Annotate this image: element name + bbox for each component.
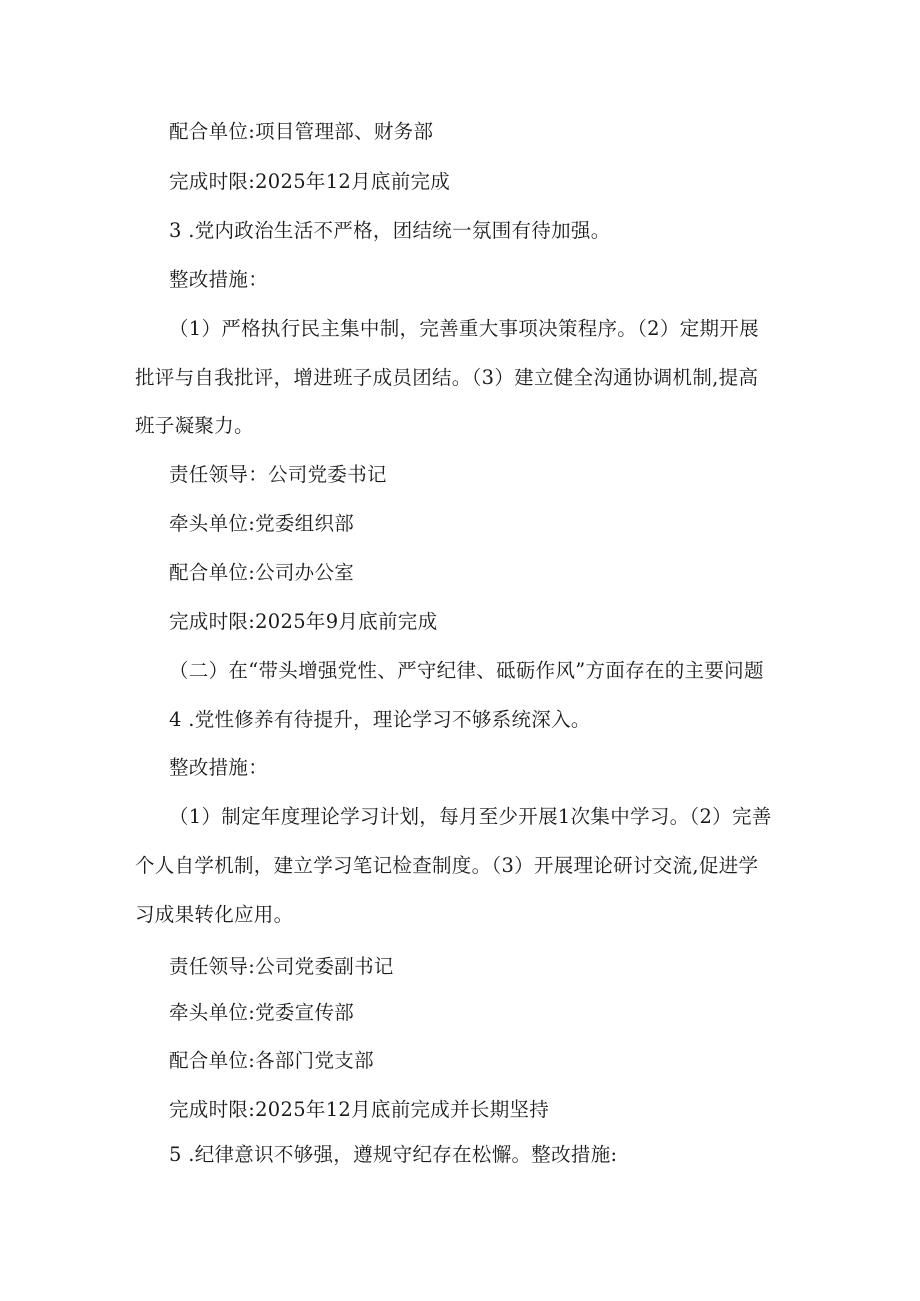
item-4-lead-unit: 牵头单位:党委宣传部 — [169, 1001, 355, 1024]
item-4-measures-line-3: 习成果转化应用。 — [135, 903, 294, 926]
item-5-title: 5 .纪律意识不够强，遵规守纪存在松懈。整改措施: — [169, 1143, 618, 1166]
section-2-heading: （二）在“带头增强党性、严守纪律、砥砺作风”方面存在的主要问题 — [169, 659, 764, 682]
item-4-deadline: 完成时限:2025年12月底前完成并长期坚持 — [169, 1098, 550, 1121]
item-4-measures-line-1: （1）制定年度理论学习计划，每月至少开展1次集中学习。（2）完善 — [169, 805, 772, 828]
deadline-line-1: 完成时限:2025年12月底前完成 — [169, 170, 451, 193]
item-3-measures-line-3: 班子凝聚力。 — [135, 414, 254, 437]
item-4-measures-label: 整改措施： — [169, 756, 269, 779]
item-4-leader: 责任领导:公司党委副书记 — [169, 955, 394, 978]
coop-unit-line-1: 配合单位:项目管理部、财务部 — [169, 120, 434, 143]
item-3-coop-unit: 配合单位:公司办公室 — [169, 561, 355, 584]
item-3-deadline: 完成时限:2025年9月底前完成 — [169, 610, 438, 633]
item-4-coop-unit: 配合单位:各部门党支部 — [169, 1049, 374, 1072]
item-3-lead-unit: 牵头单位:党委组织部 — [169, 512, 355, 535]
item-3-measures-label: 整改措施： — [169, 268, 269, 291]
item-3-measures-line-2: 批评与自我批评，增进班子成员团结。（3）建立健全沟通协调机制,提高 — [135, 366, 759, 389]
item-3-measures-line-1: （1）严格执行民主集中制，完善重大事项决策程序。（2）定期开展 — [169, 317, 759, 340]
item-4-title: 4 .党性修养有待提升，理论学习不够系统深入。 — [169, 708, 591, 731]
item-3-title: 3 .党内政治生活不严格，团结统一氛围有待加强。 — [169, 219, 611, 242]
item-3-leader: 责任领导：公司党委书记 — [169, 463, 387, 486]
item-4-measures-line-2: 个人自学机制，建立学习笔记检查制度。（3）开展理论研讨交流,促进学 — [135, 854, 759, 877]
